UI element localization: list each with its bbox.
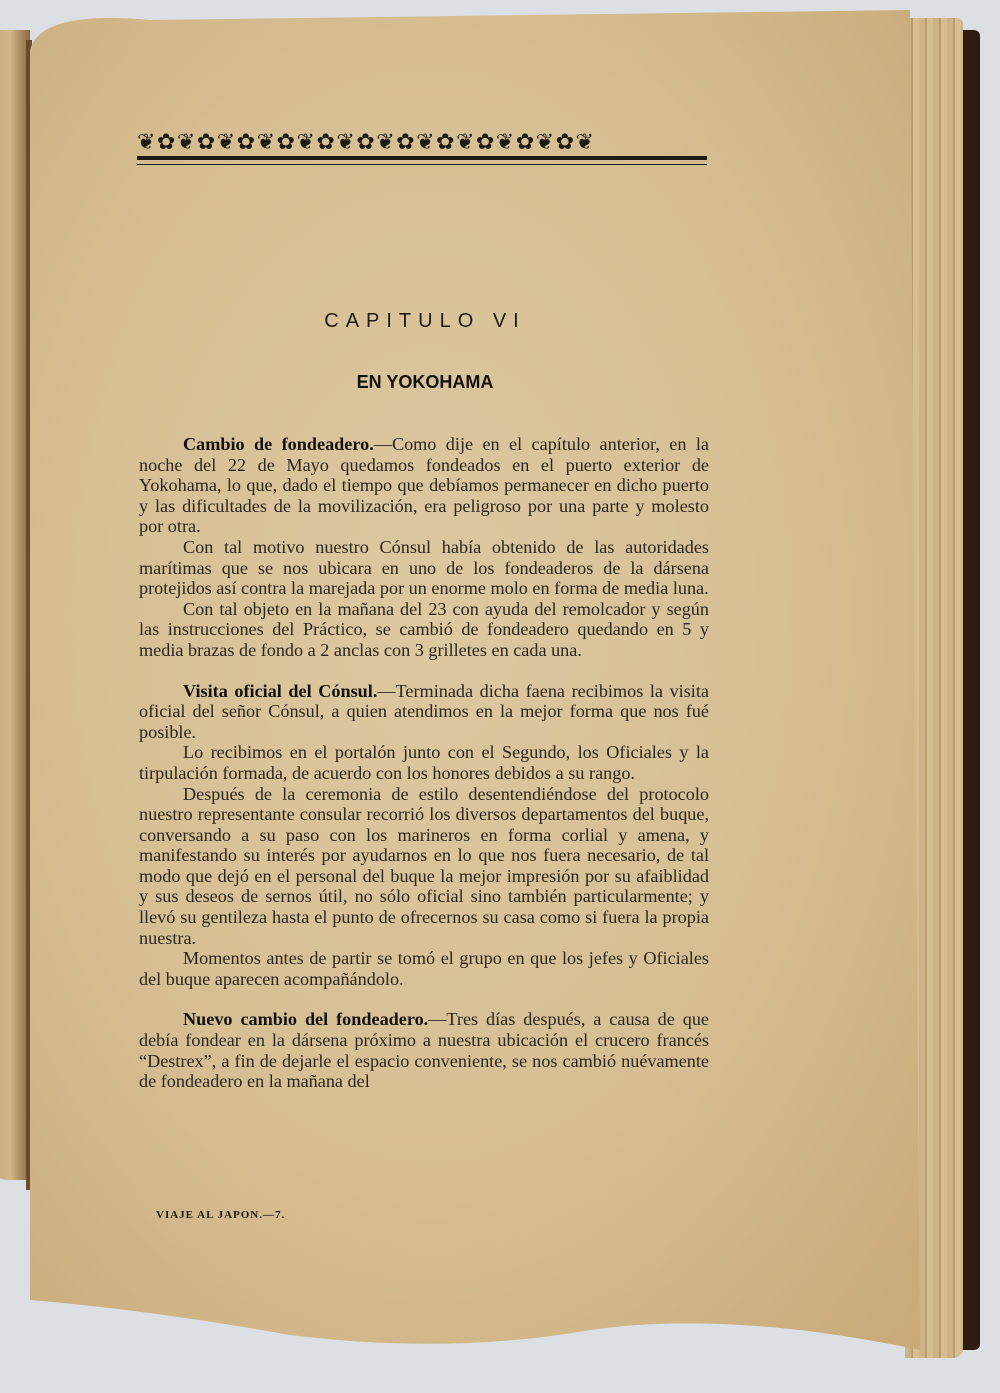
paragraph (139, 537, 709, 599)
signature-mark: VIAJE AL JAPON.—7. (156, 1209, 286, 1221)
chapter-title: EN YOKOHAMA (356, 372, 494, 392)
paragraph-text: Con tal motivo nuestro Cónsul había obtenido de las autoridades marítimas que se nos ubicara en uno de los fondeaderos de la dársena protejidos así contra la marejada por un enorme molo en forma de media luna. (139, 536, 709, 599)
paragraph (139, 434, 709, 537)
paragraph-text: —Como dije en el capítulo anterior, en la noche del 22 de Mayo quedamos fondeados en el puerto exterior de Yokohama, lo que, dado el tiempo que debíamos permanecer en dicho puerto y las dificultades de la movilización, era peligroso por una parte y molesto por otra. (139, 434, 709, 537)
paragraph-text: —Tres días después, a causa de que debía fondear en la dársena próximo a nuestra ubicación el crucero francés “Destrex”, a fin de dejarle el espacio conveniente, se nos cambió nuévamente de fondeadero en la mañana del (139, 1009, 709, 1092)
ornament-rule-thin (137, 164, 707, 165)
paragraph (139, 1009, 709, 1091)
ornamental-header-border (137, 128, 707, 168)
paragraph-text: Después de la ceremonia de estilo desentendiéndose del protocolo nuestro representante consular recorrió los diversos departamentos del buque, conversando a su paso con los marineros en forma corlial y amena, y manifestando su interés por ayudarnos en lo que nos fuera necesario, de tal modo que dejó en el personal del buque la mejor impresión por su afaiblidad y sus deseos de sernos útil, no sólo oficial sino también particularmente; y llevó su gentileza hasta el punto de ofrecernos su casa como si fuera la propia nuestra. (139, 783, 709, 948)
paragraph-text: Con tal objeto en la mañana del 23 con ayuda del remolcador y según las instrucciones del Práctico, se cambió de fondeadero quedando en 5 y media brazas de fondo a 2 anclas con 3 grilletes en cada una. (139, 598, 709, 660)
paragraph (139, 599, 709, 661)
section-heading: Visita oficial del Cónsul. (183, 680, 378, 701)
section-heading: Nuevo cambio del fondeadero. (183, 1009, 429, 1030)
paragraph-text: Lo recibimos en el portalón junto con el Segundo, los Oficiales y la tirpulación formada, de acuerdo con los honores debidos a su rango. (139, 742, 709, 783)
paragraph (139, 948, 709, 989)
paragraph (139, 742, 709, 783)
section-heading: Cambio de fondeadero. (183, 434, 374, 454)
body-text (139, 434, 709, 1092)
paragraph (139, 681, 709, 743)
paragraph-text: Momentos antes de partir se tomó el grupo en que los jefes y Oficiales del buque aparecen acompañándolo. (139, 948, 709, 989)
ornament-pattern: ❦ ✿ ❦ ✿ ❦ ✿ ❦ ✿ ❦ ✿ ❦ ✿ ❦ ✿ ❦ ✿ ❦ ✿ ❦ ✿ ❦ ✿ ❦ (137, 129, 592, 154)
chapter-heading: CAPITULO VI (324, 310, 526, 332)
ornament-rule-thick (137, 156, 707, 160)
paragraph (139, 784, 709, 949)
paragraph-text: —Terminada dicha faena recibimos la visita oficial del señor Cónsul, a quien atendimos en la mejor forma que nos fué posible. (139, 680, 709, 742)
